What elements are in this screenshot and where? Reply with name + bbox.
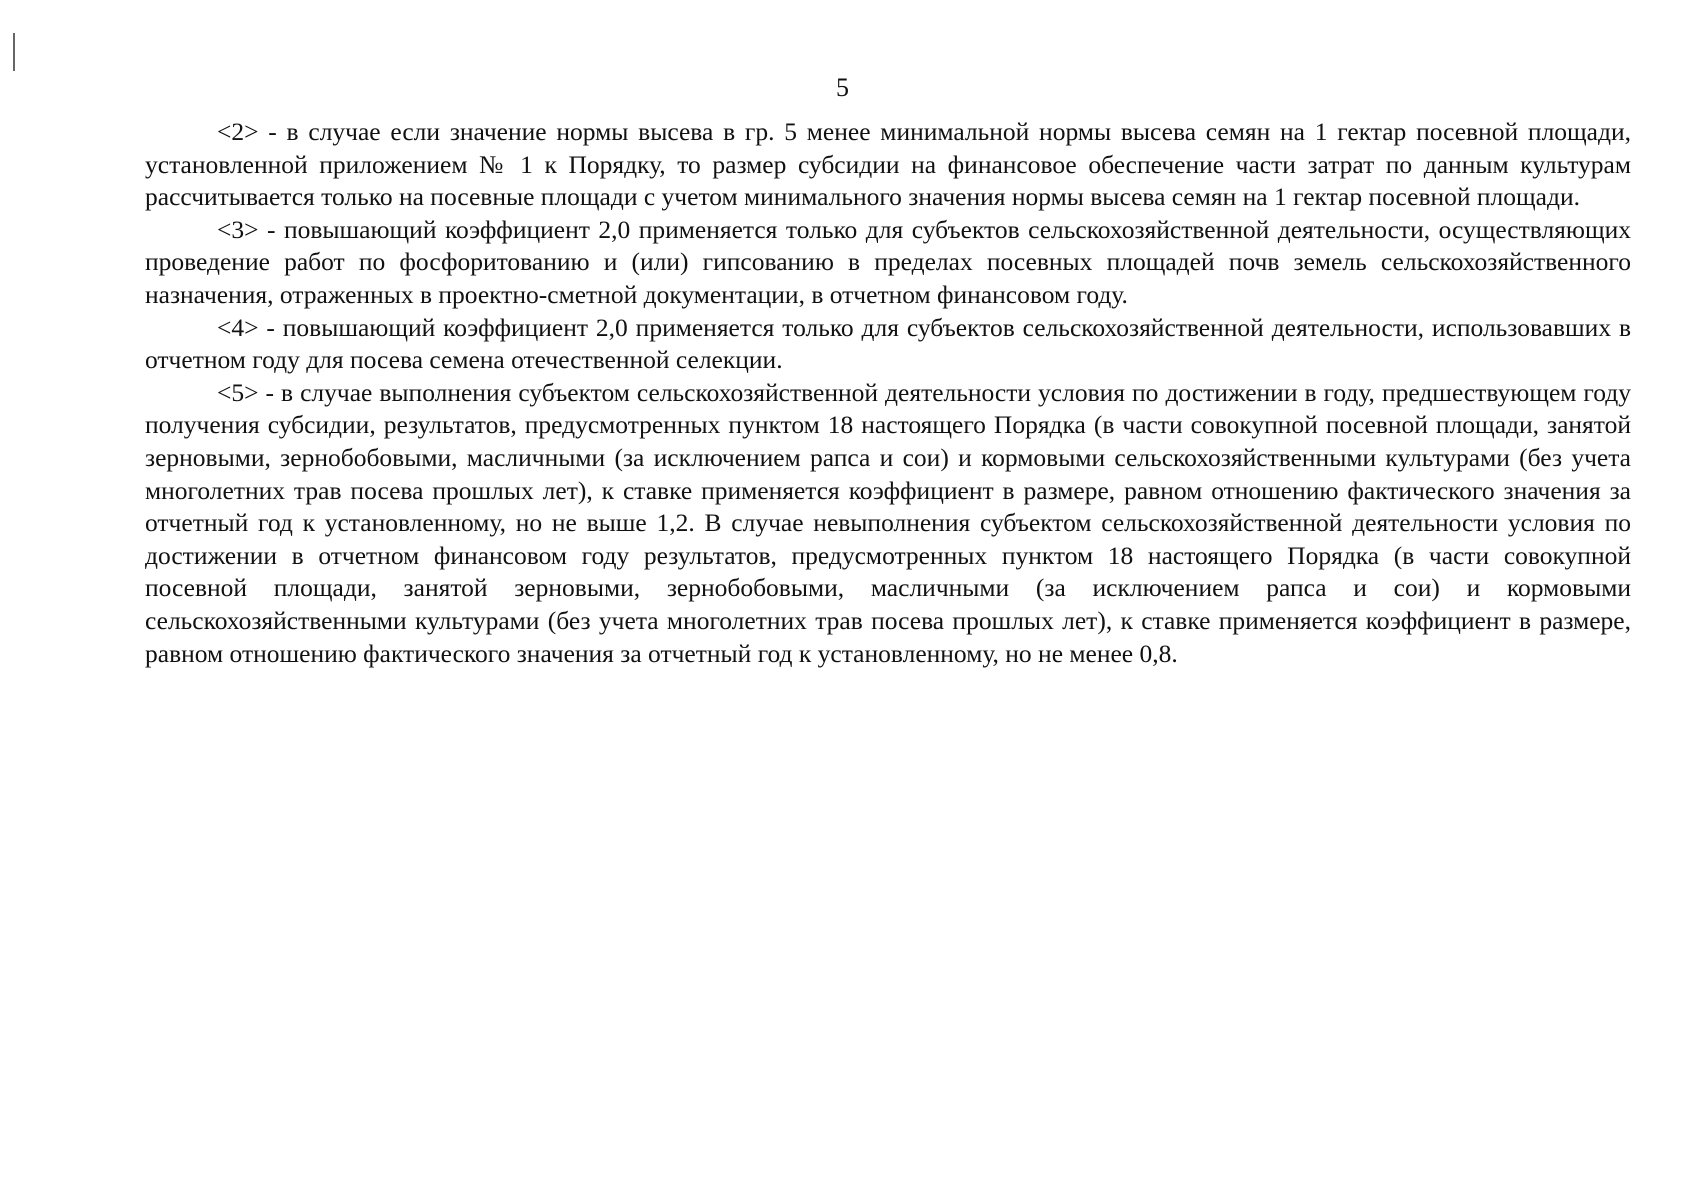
scan-edge-mark xyxy=(13,33,15,71)
footnote-4: <4> - повышающий коэффициент 2,0 применяется только для субъектов сельскохозяйственной деятельности, использовавших в отчетном году для посева семена отечественной селекции. xyxy=(145,312,1631,375)
footnotes-section xyxy=(145,116,1631,670)
footnote-2: <2> - в случае если значение нормы высева в гр. 5 менее минимальной нормы высева семян на 1 гектар посевной площади, установленной приложением № 1 к Порядку, то размер субсидии на финансовое обеспечение части затрат по данным культурам рассчитывается только на посевные площади с учетом минимального значения нормы высева семян на 1 гектар посевной площади. xyxy=(145,117,1631,212)
footnote-5: <5> - в случае выполнения субъектом сельскохозяйственной деятельности условия по достижении в году, предшествующем году получения субсидии, результатов, предусмотренных пунктом 18 настоящего Порядка (в части совокупной посевной площади, занятой зерновыми, зернобобовыми, масличными (за исключением рапса и сои) и кормовыми сельскохозяйственными культурами (без учета многолетних трав посева прошлых лет), к ставке применяется коэффициент в размере, равном отношению фактического значения за отчетный год к установленному, но не выше 1,2. В случае невыполнения субъектом сельскохозяйственной деятельности условия по достижении в отчетном финансовом году результатов, предусмотренных пунктом 18 настоящего Порядка (в части совокупной посевной площади, занятой зерновыми, зернобобовыми, масличными (за исключением рапса и сои) и кормовыми сельскохозяйственными культурами (без учета многолетних трав посева прошлых лет), к ставке применяется коэффициент в размере, равном отношению фактического значения за отчетный год к установленному, но не менее 0,8. xyxy=(145,377,1631,668)
page-number: 5 xyxy=(836,73,849,102)
footnote-3: <3> - повышающий коэффициент 2,0 применяется только для субъектов сельскохозяйственной деятельности, осуществляющих проведение работ по фосфоритованию и (или) гипсованию в пределах посевных площадей почв земель сельскохозяйственного назначения, отраженных в проектно-сметной документации, в отчетном финансовом году. xyxy=(145,214,1631,309)
